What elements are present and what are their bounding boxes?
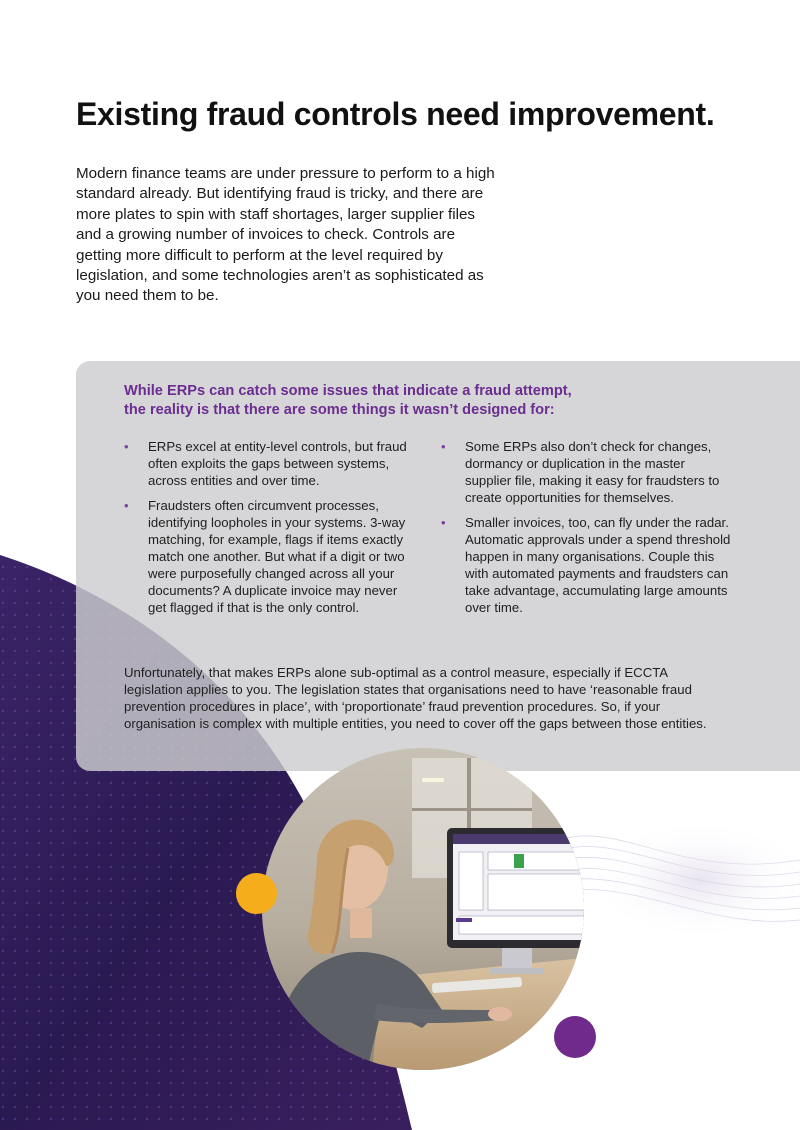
panel-heading-line-1: While ERPs can catch some issues that indicate a fraud attempt, (124, 383, 572, 399)
closing-paragraph: Unfortunately, that makes ERPs alone sub-optimal as a control measure, especially if ECCTA legislation applies to you. The legislation states that organisations need to have ‘reasonable fraud prevention procedures in place’, with ‘proportionate’ fraud prevention procedures. So, if your organisation is complex with multiple entities, you need to cover off the gaps between those entities. (124, 665, 707, 731)
list-item (441, 438, 733, 506)
purple-accent-dot (554, 1016, 596, 1058)
list-item-text: Smaller invoices, too, can fly under the radar. Automatic approvals under a spend threshold happen in many organisations. Couple this with automated payments and fraudsters can take advantage, accumulating large amounts over time. (465, 515, 731, 615)
intro-paragraph: Modern finance teams are under pressure to perform to a high standard already. But identifying fraud is tricky, and there are more plates to spin with staff shortages, larger supplier files and a growing number of invoices to check. Controls are getting more difficult to perform at the level required by legislation, and some technologies aren’t as sophisticated as you need them to be. (76, 165, 495, 305)
bullet-list-left (124, 438, 416, 624)
list-item-text: Some ERPs also don’t check for changes, dormancy or duplication in the master supplier file, making it easy for fraudsters to create opportunities for themselves. (465, 439, 720, 505)
bullet-icon: • (124, 498, 129, 513)
panel-heading-line-2: the reality is that there are some things it wasn’t designed for: (124, 402, 555, 418)
panel-heading (124, 382, 644, 420)
yellow-accent-dot (236, 873, 277, 914)
page-title: Existing fraud controls need improvement. (76, 96, 715, 132)
bullet-icon: • (441, 515, 446, 530)
list-item-text: Fraudsters often circumvent processes, identifying loopholes in your systems. 3-way matching, for example, flags if items exactly match one another. But what if a digit or two were purposefully changed across all your documents? A duplicate invoice may never get flagged if that is the only control. (148, 498, 406, 615)
bullet-icon: • (441, 439, 446, 454)
list-item (124, 438, 416, 489)
list-item (124, 497, 416, 616)
list-item-text: ERPs excel at entity-level controls, but fraud often exploits the gaps between systems, across entities and over time. (148, 439, 407, 488)
bullet-icon: • (124, 439, 129, 454)
office-photo (262, 748, 584, 1070)
list-item (441, 514, 733, 616)
bullet-list-right (441, 438, 733, 624)
